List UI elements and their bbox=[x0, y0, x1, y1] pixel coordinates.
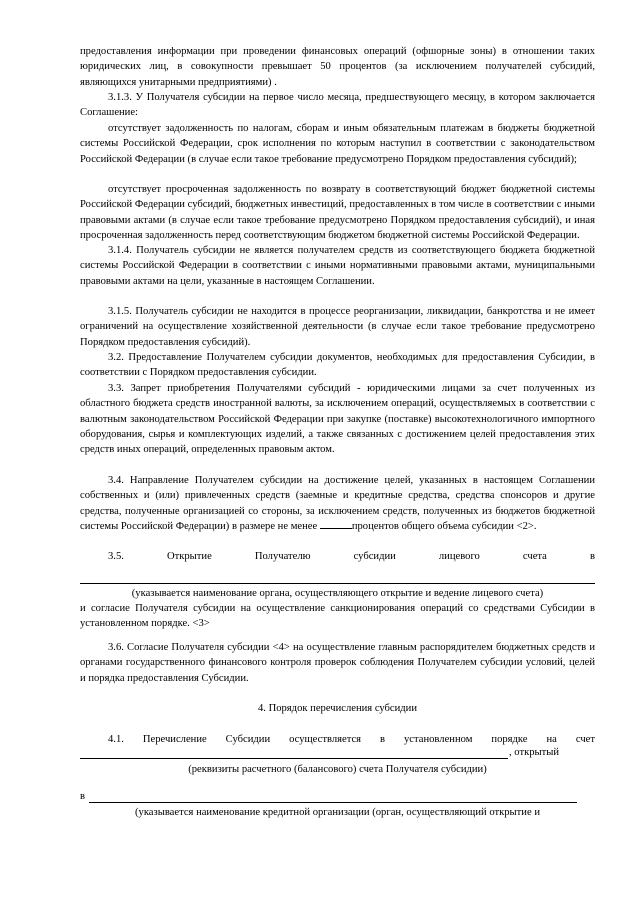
p35-word-subsidy: субсидии bbox=[353, 551, 396, 562]
p35-word-recipient: Получателю bbox=[254, 551, 311, 562]
paragraph-3-1-4: 3.1.4. Получатель субсидии не является получателем средств из соответствующего бюджета бюджетной системы Российской Федерации в соответствии с иными нормативными правовыми актами, муниципальными правовыми актами на цели, указанные в настоящем Соглашении. bbox=[80, 245, 595, 287]
account-details-blank-line bbox=[80, 758, 508, 759]
paragraph-3-2: 3.2. Предоставление Получателем субсидии документов, необходимых для предоставления Субсидии, в соответствии с Порядком предоставления субсидии. bbox=[80, 352, 595, 379]
paragraph-no-tax-debt: отсутствует задолженность по налогам, сборам и иным обязательным платежам в бюджеты бюджетной системы Российской Федерации, срок исполнения по которым наступил в соответствии с законодательством Российской Федерации (в случае если такое требование предусмотрено Порядком предоставления субсидий); bbox=[80, 123, 595, 165]
account-organ-blank-line bbox=[80, 583, 595, 584]
section-4-heading: 4. Порядок перечисления субсидии bbox=[257, 703, 418, 714]
paragraph-3-4-tail: процентов общего объема субсидии <2>. bbox=[351, 520, 537, 532]
p35-word-opening: Открытие bbox=[166, 551, 212, 562]
account-organ-caption: (указывается наименование органа, осуществляющего открытие и ведение лицевого счета) bbox=[131, 588, 544, 599]
paragraph-3-3: 3.3. Запрет приобретения Получателями субсидий - юридическими лицами за счет полученных из областного бюджета средств иностранной валюты, за исключением операций, осуществляемых в соответствии с валютным законодательством Российской Федерации при закупке (поставке) высокотехнологичного импортного оборудования, сырья и комплектующих изделий, а также связанных с достижением целей предоставления этих средств иных операций, определенных правовым актом. bbox=[80, 383, 595, 455]
bank-prefix-label: в bbox=[80, 791, 86, 802]
bank-name-caption: (указывается наименование кредитной организации (орган, осуществляющий открытие и bbox=[135, 807, 540, 818]
p35-word-personal: лицевого bbox=[438, 551, 480, 562]
paragraph-3-5-continuation: и согласие Получателя субсидии на осуществление санкционирования операций со средствами Субсидии в установленном порядке. <3> bbox=[80, 603, 595, 630]
paragraph-offshore-continuation: предоставления информации при проведении финансовых операций (офшорные зоны) в отношении таких юридических лиц, в совокупности превышает 50 процентов (за исключением получателей субсидий, являющихся унитарными предприятиями) . bbox=[80, 46, 595, 88]
paragraph-3-1-3: 3.1.3. У Получателя субсидии на первое число месяца, предшествующего месяцу, в котором заключается Соглашение: bbox=[80, 92, 595, 119]
p35-word-number: 3.5. bbox=[108, 551, 124, 562]
p35-word-account: счета bbox=[522, 551, 547, 562]
p35-word-in: в bbox=[589, 551, 595, 562]
bank-name-blank-line bbox=[89, 802, 577, 803]
paragraph-3-1-5: 3.1.5. Получатель субсидии не находится в процессе реорганизации, ликвидации, банкротства и не имеет ограничений на осуществление хозяйственной деятельности (в случае если такое требование предусмотрено Порядком предоставления субсидий). bbox=[80, 306, 595, 348]
paragraph-3-4-text: 3.4. Направление Получателем субсидии на достижение целей, указанных в настоящем Соглашении собственных и (или) привлеченных средств (заемные и кредитные средства, средства спонсоров и другие средства, полученные организацией со стороны, за исключением средств, полученных из бюджетов бюджетной системы Российской Федерации) в размере не менее bbox=[80, 475, 595, 532]
paragraph-3-6: 3.6. Согласие Получателя субсидии <4> на осуществление главным распорядителем бюджетных средств и органами государственного финансового контроля проверок соблюдения Получателем субсидии условий, целей и порядка предоставления Субсидии. bbox=[80, 642, 595, 684]
account-details-caption: (реквизиты расчетного (балансового) счета Получателя субсидии) bbox=[188, 764, 487, 775]
paragraph-3-5-line bbox=[108, 549, 595, 564]
paragraph-3-4 bbox=[80, 473, 595, 534]
opened-label: , открытый bbox=[509, 747, 560, 758]
paragraph-no-overdue-debt: отсутствует просроченная задолженность по возврату в соответствующий бюджет бюджетной системы Российской Федерации субсидий, бюджетных инвестиций, предоставленных в том числе в соответствии с иными правовыми актами (в случае если такое требование предусмотрено Порядком предоставления субсидий), и иная просроченная задолженность перед соответствующим бюджетом бюджетной системы Российской Федерации. bbox=[80, 184, 595, 241]
paragraph-4-1: 4.1. Перечисление Субсидии осуществляется в установленном порядке на счет bbox=[108, 734, 595, 745]
percent-blank-field bbox=[320, 519, 352, 529]
